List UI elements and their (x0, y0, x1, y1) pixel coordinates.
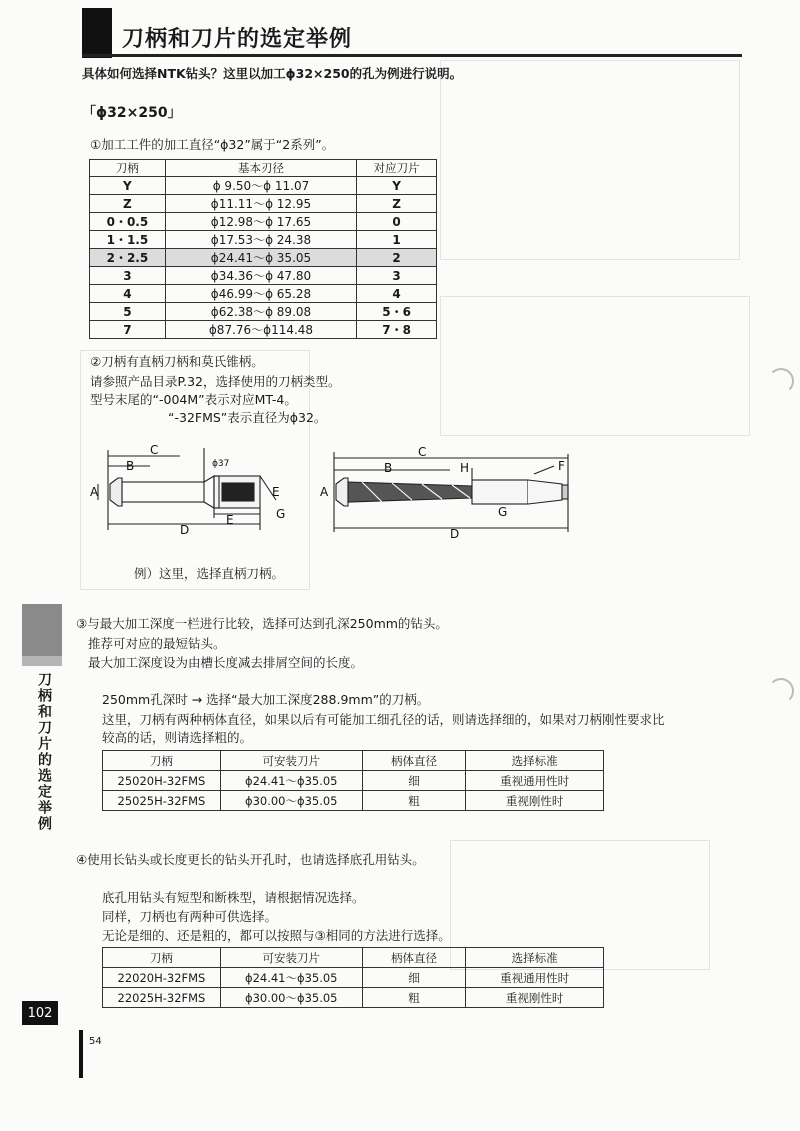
dim-label-E: E (226, 513, 234, 527)
step3-line1: ③与最大加工深度一栏进行比较，选择可达到孔深250mm的钻头。 (76, 616, 448, 631)
cell-shank: 5 (90, 303, 166, 321)
cell-shank: 7 (90, 321, 166, 339)
cell-insert: 0 (357, 213, 437, 231)
sidebar-label: 刀柄和刀片的选定举例 (36, 672, 52, 832)
table-row (90, 231, 437, 249)
dim-label-A2: A (320, 485, 329, 499)
morse-taper-drill (334, 452, 568, 532)
cell-insert: ϕ30.00～ϕ35.05 (220, 791, 362, 811)
step3-line6: 较高的话，则请选择粗的。 (102, 730, 253, 745)
table-row (90, 267, 437, 285)
col-header: 刀柄 (103, 751, 221, 771)
step4-table (102, 947, 604, 1008)
cell-shank: 25020H-32FMS (103, 771, 221, 791)
col-header: 对应刀片 (357, 160, 437, 177)
straight-shank-drill (98, 448, 276, 530)
cell-range: ϕ46.99～ϕ 65.28 (165, 285, 356, 303)
step3-line4: 250mm孔深时 → 选择“最大加工深度288.9mm”的刀柄。 (102, 692, 430, 707)
table-row (103, 791, 604, 811)
cell-insert: 5・6 (357, 303, 437, 321)
page-bar (79, 1030, 83, 1078)
cell-insert: ϕ24.41～ϕ35.05 (220, 968, 362, 988)
dim-label-C: C (150, 443, 159, 457)
cell-range: ϕ12.98～ϕ 17.65 (165, 213, 356, 231)
cell-criteria: 重视通用性时 (466, 771, 604, 791)
table-row (103, 771, 604, 791)
cell-shank: 22025H-32FMS (103, 988, 221, 1008)
title-block (82, 8, 112, 58)
col-header: 柄体直径 (362, 751, 466, 771)
cell-range: ϕ24.41～ϕ 35.05 (165, 249, 356, 267)
dim-label-D: D (180, 523, 190, 537)
cell-range: ϕ62.38～ϕ 89.08 (165, 303, 356, 321)
step1-text: ①加工工件的加工直径“ϕ32”属于“2系列”。 (90, 137, 335, 152)
page-number: 102 (22, 1001, 58, 1025)
cell-diameter: 粗 (362, 988, 466, 1008)
cell-insert: 3 (357, 267, 437, 285)
step3-line5: 这里，刀柄有两种柄体直径，如果以后有可能加工细孔径的话，则请选择细的，如果对刀柄刚性要求比 (102, 712, 665, 727)
cell-range: ϕ 9.50～ϕ 11.07 (165, 177, 356, 195)
cell-insert: ϕ30.00～ϕ35.05 (220, 988, 362, 1008)
dim-label-B2: B (384, 461, 393, 475)
dim-label-phi37: ϕ37 (212, 459, 230, 469)
cell-range: ϕ34.36～ϕ 47.80 (165, 267, 356, 285)
step4-line3: 同样，刀柄也有两种可供选择。 (102, 909, 278, 924)
table-row (90, 285, 437, 303)
col-header: 选择标准 (466, 751, 604, 771)
step2-line2: 请参照产品目录P.32，选择使用的刀柄类型。 (90, 374, 341, 389)
col-header: 柄体直径 (362, 948, 466, 968)
cell-range: ϕ11.11～ϕ 12.95 (165, 195, 356, 213)
step3-table (102, 750, 604, 811)
cell-shank: 25025H-32FMS (103, 791, 221, 811)
step2-line4: “-32FMS”表示直径为ϕ32。 (168, 410, 327, 425)
table-row-highlighted (90, 249, 437, 267)
table-row (103, 988, 604, 1008)
page-title: 刀柄和刀片的选定举例 (122, 27, 353, 52)
step4-line1: ④使用长钻头或长度更长的钻头开孔时，也请选择底孔用钻头。 (76, 852, 425, 867)
table-row (90, 213, 437, 231)
cell-diameter: 细 (362, 968, 466, 988)
dim-label-B: B (126, 459, 135, 473)
cell-criteria: 重视通用性时 (466, 968, 604, 988)
dim-label-G: G (276, 507, 286, 521)
series-table (89, 159, 437, 339)
cell-shank: 4 (90, 285, 166, 303)
col-header: 刀柄 (90, 160, 166, 177)
dim-label-F: F (558, 459, 565, 473)
dim-label-G2: G (498, 505, 508, 519)
drill-diagrams (88, 440, 608, 550)
dim-label-H: H (460, 461, 470, 475)
cell-insert: 2 (357, 249, 437, 267)
dim-label-E-right: E (272, 485, 280, 499)
dim-label-C2: C (418, 445, 427, 459)
table-row (90, 177, 437, 195)
col-header: 选择标准 (466, 948, 604, 968)
cell-diameter: 粗 (362, 791, 466, 811)
table-row (90, 303, 437, 321)
step3-line3: 最大加工深度设为由槽长度减去排屑空间的长度。 (88, 655, 364, 670)
col-header: 可安装刀片 (220, 751, 362, 771)
intro-text: 具体如何选择NTK钻头？这里以加工ϕ32×250的孔为例进行说明。 (82, 66, 463, 81)
title-rule (82, 54, 742, 57)
cell-range: ϕ87.76～ϕ114.48 (165, 321, 356, 339)
step2-caption: 例）这里，选择直柄刀柄。 (134, 566, 285, 581)
cell-shank: 0・0.5 (90, 213, 166, 231)
step2-line3: 型号末尾的“-004M”表示对应MT-4。 (90, 392, 297, 407)
cell-insert: Z (357, 195, 437, 213)
cell-shank: Z (90, 195, 166, 213)
cell-shank: 1・1.5 (90, 231, 166, 249)
cell-insert: 4 (357, 285, 437, 303)
page-number-small: 54 (89, 1036, 102, 1047)
step4-line2: 底孔用钻头有短型和断株型，请根据情况选择。 (102, 890, 365, 905)
cell-criteria: 重视刚性时 (466, 791, 604, 811)
col-header: 可安装刀片 (220, 948, 362, 968)
table-row (103, 968, 604, 988)
cell-range: ϕ17.53～ϕ 24.38 (165, 231, 356, 249)
cell-shank: 2・2.5 (90, 249, 166, 267)
col-header: 基本刃径 (165, 160, 356, 177)
cell-criteria: 重视刚性时 (466, 988, 604, 1008)
step2-line1: ②刀柄有直柄刀柄和莫氏锥柄。 (90, 354, 264, 369)
step4-line4: 无论是细的、还是粗的，都可以按照与③相同的方法进行选择。 (102, 928, 451, 943)
step3-line2: 推荐可对应的最短钻头。 (88, 636, 226, 651)
cell-insert: Y (357, 177, 437, 195)
example-label: 「ϕ32×250」 (82, 105, 182, 121)
dim-label-D2: D (450, 527, 460, 541)
cell-insert: ϕ24.41～ϕ35.05 (220, 771, 362, 791)
cell-shank: 3 (90, 267, 166, 285)
dim-label-A: A (90, 485, 99, 499)
table-row (90, 321, 437, 339)
sidebar-tab (22, 604, 62, 656)
col-header: 刀柄 (103, 948, 221, 968)
table-row (90, 195, 437, 213)
cell-diameter: 细 (362, 771, 466, 791)
cell-shank: 22020H-32FMS (103, 968, 221, 988)
cell-insert: 7・8 (357, 321, 437, 339)
cell-insert: 1 (357, 231, 437, 249)
sidebar-tab-accent (22, 656, 62, 666)
cell-shank: Y (90, 177, 166, 195)
